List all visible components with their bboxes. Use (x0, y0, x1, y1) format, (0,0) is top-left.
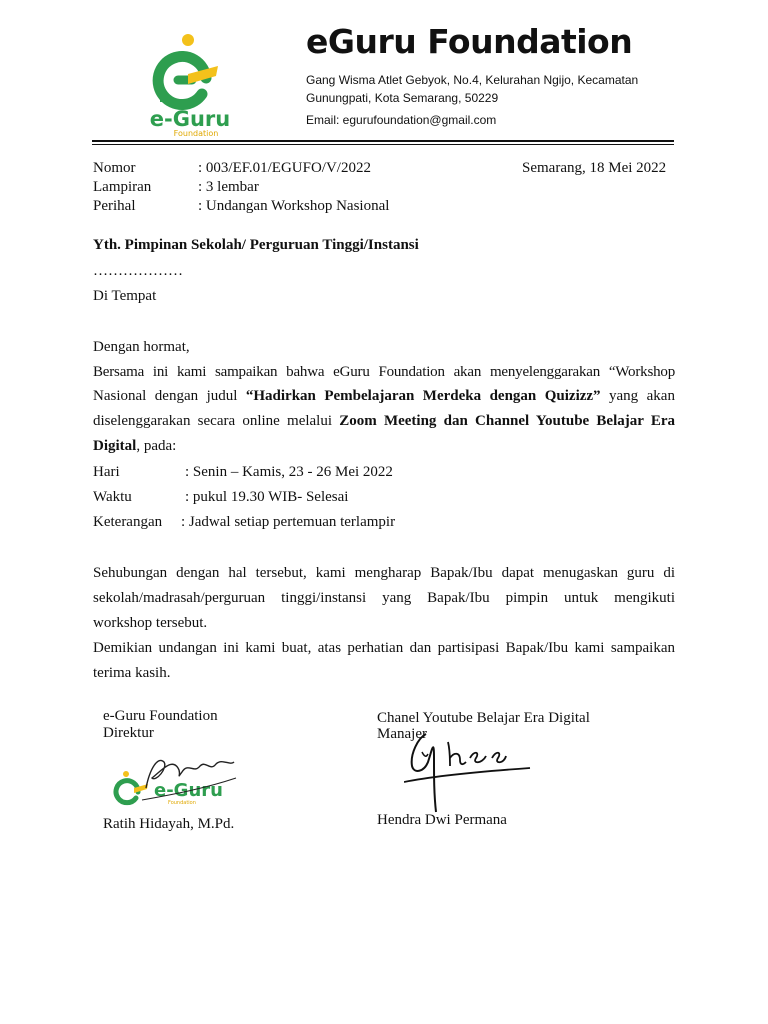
recipient-line: Yth. Pimpinan Sekolah/ Perguruan Tinggi/Instansi (93, 237, 419, 253)
right-signatory-org: Chanel Youtube Belajar Era Digital (377, 710, 590, 726)
header-rule-thick (92, 140, 674, 142)
left-signatory-org: e-Guru Foundation (103, 708, 218, 724)
perihal-label: Perihal (93, 198, 136, 214)
right-signatory-name: Hendra Dwi Permana (377, 812, 507, 828)
paragraph-1-line-2 (93, 387, 675, 405)
platform-text: Zoom Meeting dan Channel Youtube Belajar Era (339, 413, 675, 429)
keterangan-label: Keterangan (93, 514, 163, 530)
email-line: Email: egurufoundation@gmail.com (306, 113, 497, 127)
paragraph-3-line-2: terima kasih. (93, 665, 171, 681)
lampiran-value: : 3 lembar (198, 179, 259, 195)
right-signatory-role: Manajer (377, 726, 427, 742)
recipient-place: Di Tempat (93, 288, 157, 304)
p1-line3-text-a: diselenggarakan secara online melalui (93, 413, 340, 429)
waktu-value: : pukul 19.30 WIB- Selesai (185, 489, 349, 505)
hari-label: Hari (93, 464, 120, 480)
org-name: eGuru Foundation (306, 22, 633, 61)
lampiran-label: Lampiran (93, 179, 152, 195)
paragraph-1-line-3 (93, 412, 675, 430)
address-line-2: Gunungpati, Kota Semarang, 50229 (306, 91, 499, 105)
paragraph-3-line-1: Demikian undangan ini kami buat, atas perhatian dan partisipasi Bapak/Ibu kami sampaikan (93, 640, 675, 656)
right-signature (404, 728, 534, 814)
paragraph-1-line-1: Bersama ini kami sampaikan bahwa eGuru Foundation akan menyelenggarakan “Workshop (93, 364, 675, 380)
place-date: Semarang, 18 Mei 2022 (522, 160, 667, 176)
workshop-title: “Hadirkan Pembelajaran Merdeka dengan Quizizz” (245, 388, 601, 404)
left-signatory-name: Ratih Hidayah, M.Pd. (103, 816, 235, 832)
header-rule-thin (92, 144, 674, 145)
platform-text-end: Digital (93, 438, 137, 454)
p1-line4-text-b: , pada: (136, 438, 177, 454)
recipient-dots: ……………… (93, 263, 183, 279)
nomor-label: Nomor (93, 160, 136, 176)
hari-value: : Senin – Kamis, 23 - 26 Mei 2022 (185, 464, 393, 480)
nomor-value: : 003/EF.01/EGUFO/V/2022 (198, 160, 371, 176)
waktu-label: Waktu (93, 489, 132, 505)
left-signature-stamp (106, 748, 246, 812)
address-line-1: Gang Wisma Atlet Gebyok, No.4, Kelurahan Ngijo, Kecamatan (306, 73, 639, 87)
greeting: Dengan hormat, (93, 339, 190, 355)
perihal-value: : Undangan Workshop Nasional (198, 198, 390, 214)
stamp-subtext: Foundation (168, 800, 196, 806)
p1-line2-text-a: Nasional dengan judul (93, 388, 246, 404)
eguru-logo (134, 28, 246, 138)
stamp-text: e-Guru (154, 780, 223, 801)
paragraph-2-line-2: sekolah/madrasah/perguruan tinggi/instansi yang Bapak/Ibu pimpin untuk mengikuti (93, 590, 675, 606)
logo-subtext: Foundation (173, 129, 219, 138)
paragraph-2-line-1: Sehubungan dengan hal tersebut, kami mengharap Bapak/Ibu dapat menugaskan guru di (93, 565, 675, 581)
left-signatory-role: Direktur (103, 725, 154, 741)
p1-line2-text-c: yang akan (600, 388, 675, 404)
logo-text: e-Guru (149, 107, 231, 131)
paragraph-1-line-4 (93, 437, 176, 455)
paragraph-2-line-3: workshop tersebut. (93, 615, 208, 631)
keterangan-value: : Jadwal setiap pertemuan terlampir (181, 514, 396, 530)
